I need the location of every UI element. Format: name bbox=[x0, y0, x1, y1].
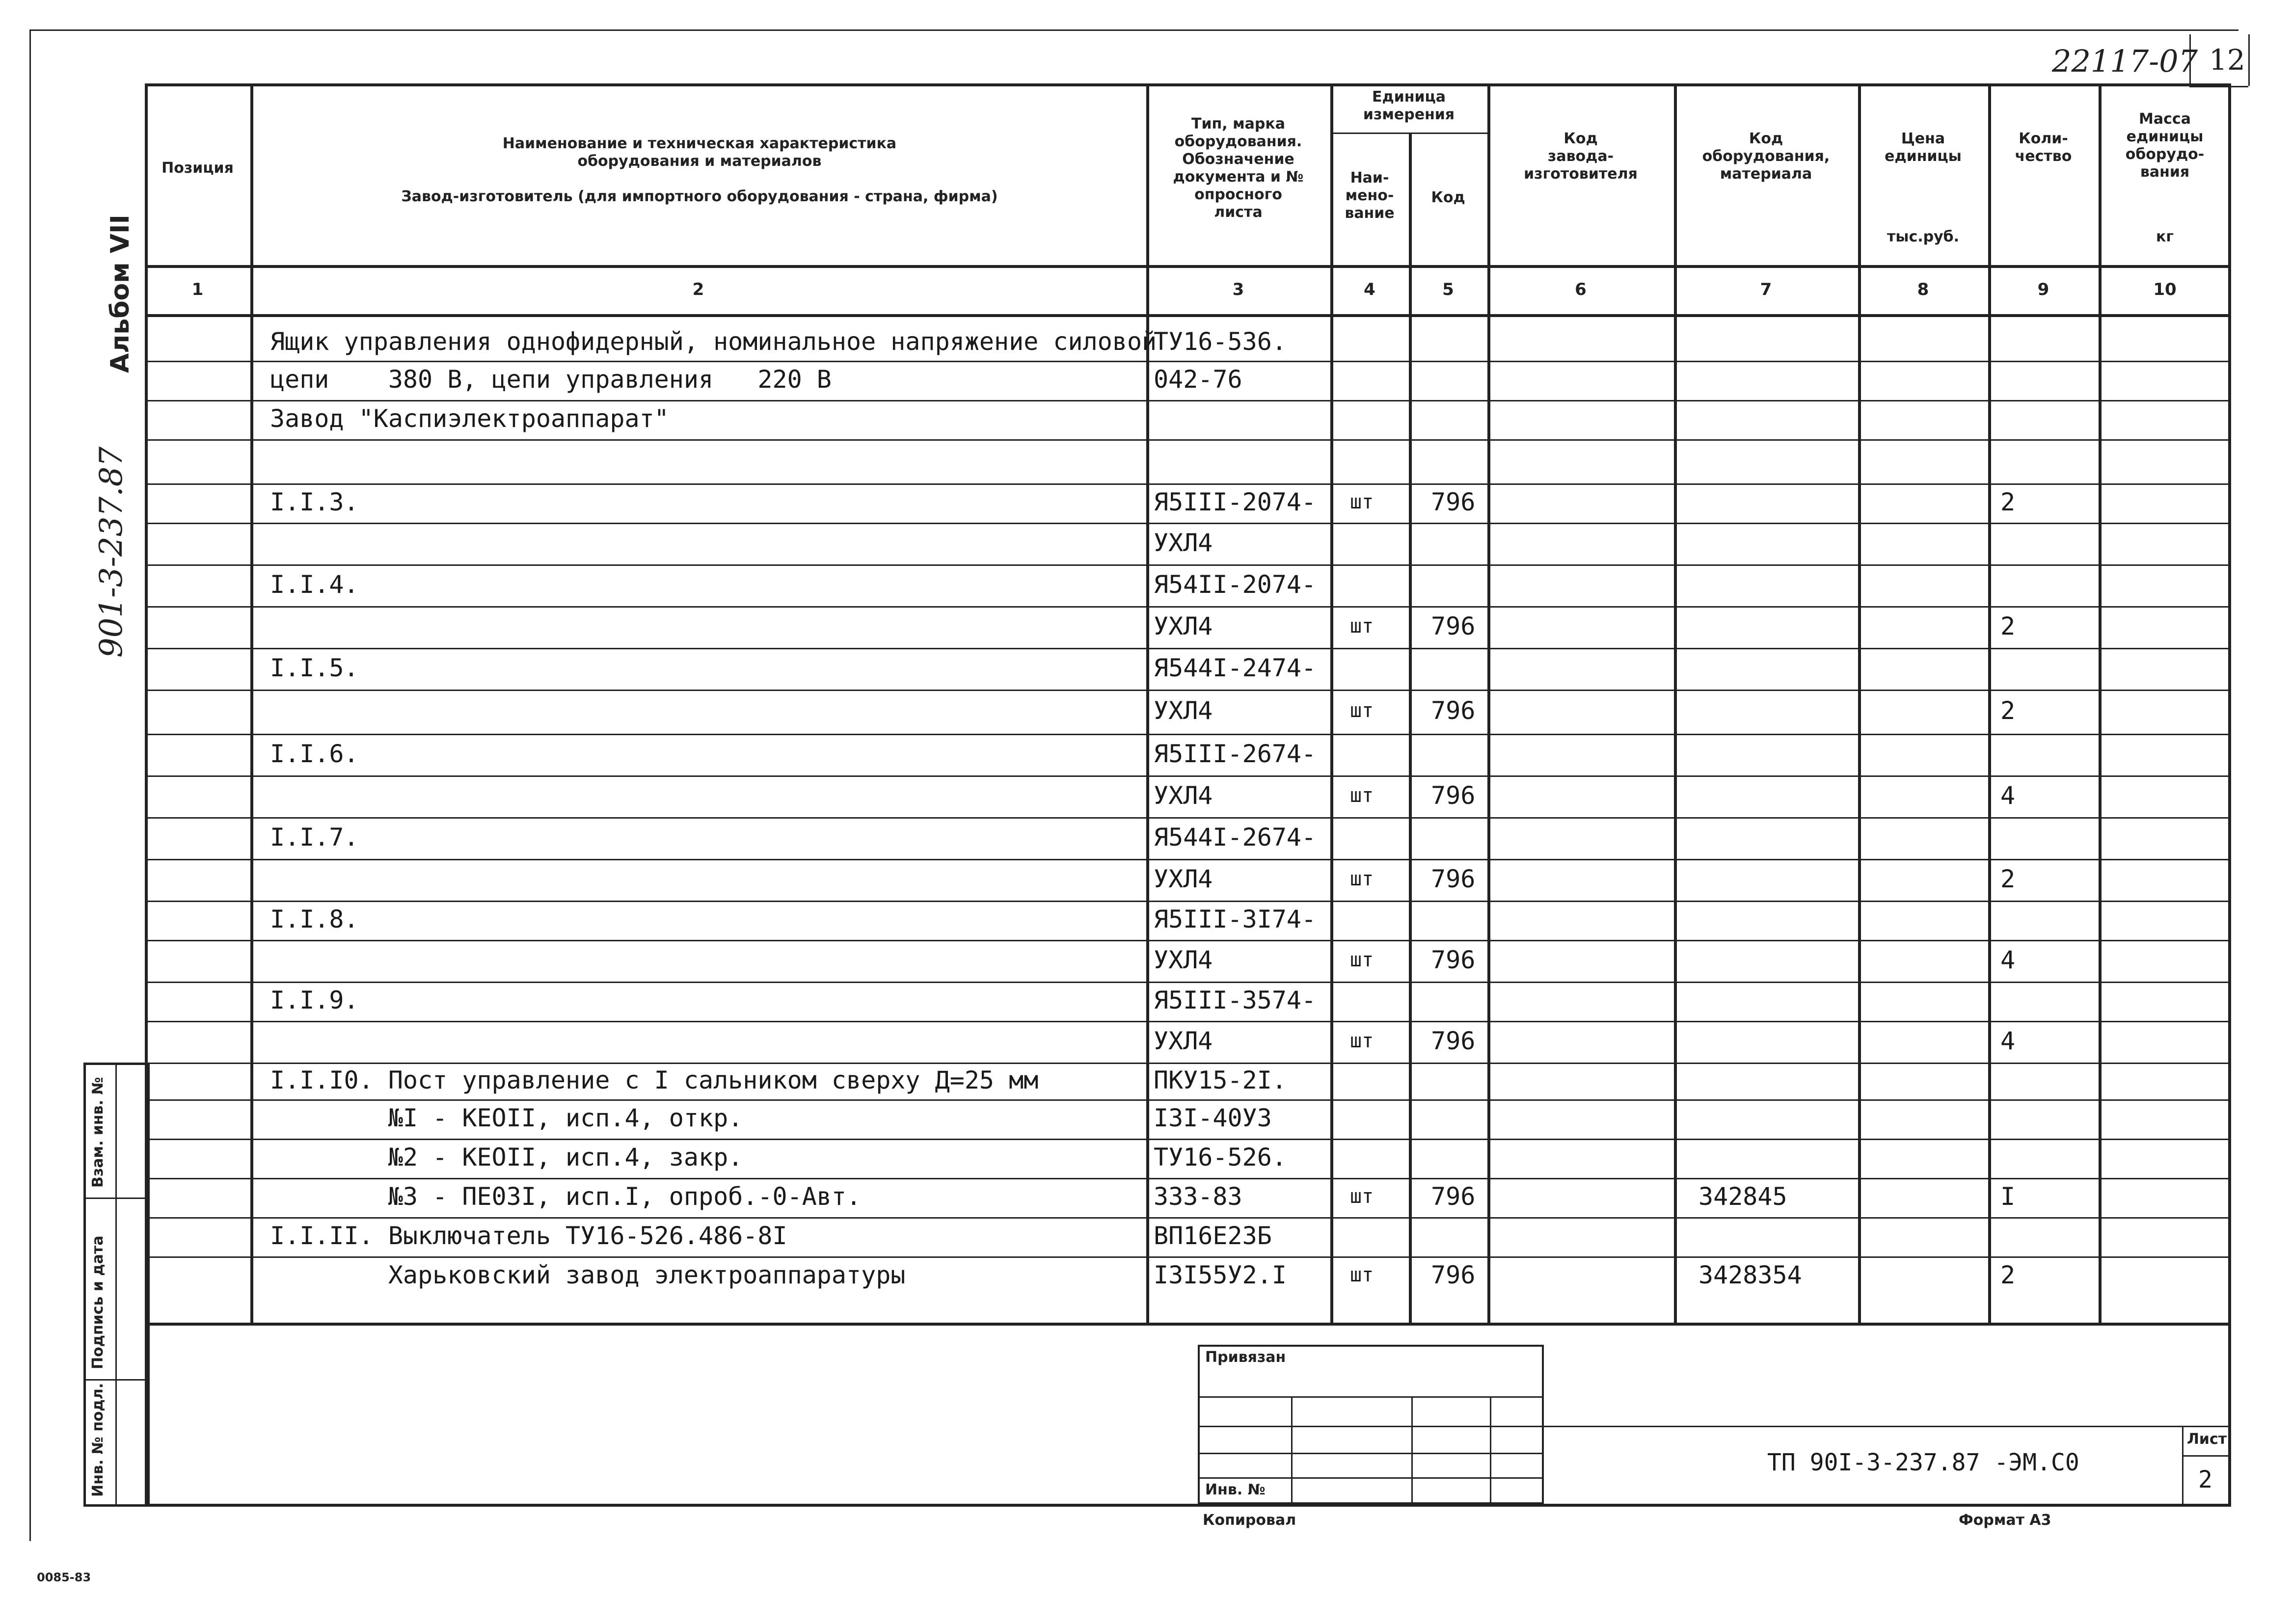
table-cell-c5: 796 bbox=[1431, 1026, 1476, 1055]
table-cell-c3: Я544I-2474- bbox=[1154, 653, 1317, 682]
unit-group-line bbox=[1330, 133, 1487, 134]
privyazan-v3 bbox=[1490, 1396, 1491, 1504]
table-cell-c2: №3 - ПЕ03I, исп.I, опроб.-0-Авт. bbox=[270, 1182, 862, 1211]
table-bottom-line bbox=[145, 1323, 2231, 1326]
table-cell-c3: Я5III-2674- bbox=[1154, 739, 1317, 768]
col-line-1 bbox=[250, 83, 253, 1323]
table-cell-c9: 2 bbox=[2000, 612, 2016, 640]
label-privyazan: Привязан bbox=[1205, 1349, 1286, 1366]
sheet-top-border bbox=[29, 29, 2238, 31]
sheet-corner-number: 12 bbox=[2209, 43, 2245, 77]
row-separator bbox=[145, 775, 2231, 777]
table-cell-c3: УХЛ4 bbox=[1154, 781, 1213, 810]
table-cell-c2: I.I.5. bbox=[270, 653, 359, 682]
table-cell-c9: 2 bbox=[2000, 864, 2016, 893]
header-unit-group: Единица измерения bbox=[1363, 88, 1455, 123]
table-cell-c2: Ящик управления однофидерный, номинальное напряжение силовой bbox=[270, 327, 1157, 356]
table-cell-c3: 042-76 bbox=[1154, 365, 1242, 394]
table-cell-c4: шт bbox=[1350, 491, 1374, 513]
table-cell-c2: I.I.6. bbox=[270, 739, 359, 768]
table-cell-c5: 796 bbox=[1431, 945, 1476, 974]
header-bottom-line bbox=[145, 265, 2231, 268]
col-line-7 bbox=[1858, 83, 1861, 1323]
header-name: Наименование и техническая характеристика оборудования и материалов Завод-изготовитель (для импортного оборудования - страна, фирма) bbox=[401, 135, 998, 205]
header-price: Цена единицы bbox=[1885, 130, 1962, 165]
privyazan-line4 bbox=[1198, 1477, 1544, 1479]
table-cell-c2: I.I.8. bbox=[270, 905, 359, 933]
col-line-4 bbox=[1409, 133, 1412, 1323]
header-price-unit: тыс.руб. bbox=[1887, 228, 1960, 245]
row-separator bbox=[145, 817, 2231, 819]
left-stamp-sep2 bbox=[83, 1379, 150, 1381]
table-cell-c3: ВП16Е23Б bbox=[1154, 1222, 1272, 1250]
list-number: 2 bbox=[2198, 1466, 2212, 1493]
side-album: Альбом VII bbox=[106, 214, 135, 373]
table-cell-c2: №2 - КЕОII, исп.4, закр. bbox=[270, 1143, 743, 1171]
label-kopiroval: Копировал bbox=[1203, 1512, 1296, 1529]
row-separator bbox=[145, 400, 2231, 401]
row-separator bbox=[145, 1217, 2231, 1219]
col-line-6 bbox=[1674, 83, 1677, 1323]
table-cell-c5: 796 bbox=[1431, 781, 1476, 810]
privyazan-line3 bbox=[1198, 1453, 1544, 1454]
table-cell-c5: 796 bbox=[1431, 1182, 1476, 1211]
table-cell-c9: 4 bbox=[2000, 1026, 2016, 1055]
row-separator bbox=[145, 483, 2231, 485]
colnum-4: 4 bbox=[1364, 280, 1375, 299]
table-cell-c5: 796 bbox=[1431, 696, 1476, 725]
row-separator bbox=[145, 564, 2231, 566]
table-cell-c7: 3428354 bbox=[1698, 1261, 1802, 1289]
table-cell-c4: шт bbox=[1350, 1264, 1374, 1286]
table-cell-c3: УХЛ4 bbox=[1154, 528, 1213, 557]
table-cell-c3: ПКУ15-2I. bbox=[1154, 1065, 1287, 1094]
label-podpis: Подпись и дата bbox=[89, 1235, 107, 1369]
colnum-bottom-line bbox=[145, 314, 2231, 317]
colnum-5: 5 bbox=[1442, 280, 1454, 299]
label-vzam-inv: Взам. инв. № bbox=[89, 1077, 107, 1188]
table-cell-c5: 796 bbox=[1431, 488, 1476, 516]
table-cell-c3: Я54II-2074- bbox=[1154, 570, 1317, 599]
table-cell-c2: №I - КЕОII, исп.4, откр. bbox=[270, 1104, 743, 1132]
row-separator bbox=[145, 982, 2231, 983]
list-box-left bbox=[2182, 1426, 2183, 1507]
sheet-left-border bbox=[29, 29, 31, 1541]
table-cell-c2: Завод "Каспиэлектроаппарат" bbox=[270, 404, 669, 433]
row-separator bbox=[145, 1178, 2231, 1179]
col-line-8 bbox=[1988, 83, 1991, 1323]
label-list: Лист bbox=[2187, 1431, 2227, 1448]
row-separator bbox=[145, 1256, 2231, 1258]
colnum-7: 7 bbox=[1760, 280, 1772, 299]
table-cell-c3: ТУ16-526. bbox=[1154, 1143, 1287, 1171]
row-separator bbox=[145, 606, 2231, 608]
colnum-3: 3 bbox=[1232, 280, 1244, 299]
header-unit-name: Наи- мено- вание bbox=[1345, 169, 1395, 222]
table-cell-c3: УХЛ4 bbox=[1154, 945, 1213, 974]
table-cell-c3: I3I55У2.I bbox=[1154, 1261, 1287, 1289]
row-separator bbox=[145, 648, 2231, 649]
col-line-3 bbox=[1330, 83, 1333, 1323]
row-separator bbox=[145, 940, 2231, 941]
privyazan-line1 bbox=[1198, 1396, 1544, 1398]
corner-right bbox=[2248, 34, 2250, 86]
table-cell-c9: 2 bbox=[2000, 488, 2016, 516]
header-type: Тип, марка оборудования. Обозначение документа и № опросного листа bbox=[1173, 115, 1304, 221]
header-quantity: Коли- чество bbox=[2015, 130, 2072, 165]
table-cell-c3: УХЛ4 bbox=[1154, 864, 1213, 893]
header-mass: Масса единицы оборудо- вания bbox=[2125, 110, 2205, 181]
table-cell-c5: 796 bbox=[1431, 864, 1476, 893]
list-box-mid bbox=[2182, 1455, 2231, 1457]
colnum-6: 6 bbox=[1575, 280, 1587, 299]
table-cell-c2: I.I.3. bbox=[270, 488, 359, 516]
table-cell-c2: цепи 380 В, цепи управления 220 В bbox=[270, 365, 832, 394]
doc-code: ТП 90I-3-237.87 -ЭМ.С0 bbox=[1767, 1449, 2079, 1476]
form-code: 0085-83 bbox=[37, 1571, 91, 1584]
row-separator bbox=[145, 523, 2231, 524]
col-line-2 bbox=[1146, 83, 1149, 1323]
privyazan-v2 bbox=[1411, 1396, 1413, 1504]
table-cell-c3: Я5III-3574- bbox=[1154, 986, 1317, 1014]
table-cell-c2: I.I.I0. Пост управление с I сальником сверху Д=25 мм bbox=[270, 1065, 1039, 1094]
table-cell-c4: шт bbox=[1350, 948, 1374, 971]
row-separator bbox=[145, 901, 2231, 902]
colnum-8: 8 bbox=[1917, 280, 1929, 299]
table-cell-c9: 4 bbox=[2000, 781, 2016, 810]
table-cell-c3: Я5III-3I74- bbox=[1154, 905, 1317, 933]
table-cell-c5: 796 bbox=[1431, 1261, 1476, 1289]
label-inv-podl: Инв. № подл. bbox=[89, 1383, 107, 1497]
doc-code-topline bbox=[1544, 1426, 2231, 1427]
row-separator bbox=[145, 1099, 2231, 1101]
table-cell-c2: I.I.7. bbox=[270, 823, 359, 852]
row-separator bbox=[145, 439, 2231, 441]
table-cell-c3: УХЛ4 bbox=[1154, 1026, 1213, 1055]
table-cell-c3: I3I-40У3 bbox=[1154, 1104, 1272, 1132]
table-cell-c4: шт bbox=[1350, 614, 1374, 638]
col-line-5 bbox=[1487, 83, 1490, 1323]
table-cell-c4: шт bbox=[1350, 699, 1374, 722]
header-maker-code: Код завода- изготовителя bbox=[1524, 130, 1638, 183]
header-unit-code: Код bbox=[1431, 189, 1465, 206]
table-cell-c3: УХЛ4 bbox=[1154, 696, 1213, 725]
table-cell-c2: I.I.4. bbox=[270, 570, 359, 599]
header-position: Позиция bbox=[162, 160, 234, 177]
colnum-1: 1 bbox=[191, 280, 204, 299]
table-cell-c9: 2 bbox=[2000, 696, 2016, 725]
privyazan-box bbox=[1198, 1345, 1544, 1504]
table-cell-c7: 342845 bbox=[1698, 1182, 1787, 1211]
table-cell-c9: 2 bbox=[2000, 1261, 2016, 1289]
row-separator bbox=[145, 734, 2231, 735]
table-cell-c2: I.I.II. Выключатель ТУ16-526.486-8I bbox=[270, 1222, 787, 1250]
colnum-10: 10 bbox=[2153, 280, 2177, 299]
col-line-9 bbox=[2099, 83, 2102, 1323]
row-separator bbox=[145, 1139, 2231, 1140]
table-cell-c3: Я544I-2674- bbox=[1154, 823, 1317, 852]
table-cell-c3: ТУ16-536. bbox=[1154, 327, 1287, 356]
colnum-2: 2 bbox=[692, 280, 704, 299]
stamp-top-number: 22117-07 bbox=[2052, 43, 2198, 79]
privyazan-line2 bbox=[1198, 1426, 1544, 1427]
header-equip-code: Код оборудования, материала bbox=[1702, 130, 1830, 183]
header-mass-unit: кг bbox=[2156, 228, 2174, 245]
side-project: 901-3-237.87 bbox=[93, 446, 130, 658]
left-stamp-divider bbox=[115, 1063, 117, 1507]
table-cell-c5: 796 bbox=[1431, 612, 1476, 640]
table-cell-c4: шт bbox=[1350, 867, 1374, 890]
left-stamp-sep1 bbox=[83, 1198, 150, 1199]
label-inv-no: Инв. № bbox=[1205, 1481, 1266, 1498]
row-separator bbox=[145, 690, 2231, 691]
row-separator bbox=[145, 1021, 2231, 1022]
row-separator bbox=[145, 1063, 2231, 1064]
table-cell-c3: УХЛ4 bbox=[1154, 612, 1213, 640]
row-separator bbox=[145, 859, 2231, 860]
table-cell-c9: I bbox=[2000, 1182, 2016, 1211]
privyazan-v1 bbox=[1291, 1396, 1293, 1504]
table-cell-c4: шт bbox=[1350, 784, 1374, 807]
table-cell-c9: 4 bbox=[2000, 945, 2016, 974]
table-cell-c3: 333-83 bbox=[1154, 1182, 1242, 1211]
table-cell-c2: Харьковский завод электроаппаратуры bbox=[270, 1261, 906, 1289]
colnum-9: 9 bbox=[2037, 280, 2049, 299]
table-cell-c4: шт bbox=[1350, 1185, 1374, 1208]
table-cell-c2: I.I.9. bbox=[270, 986, 359, 1014]
row-separator bbox=[145, 361, 2231, 362]
label-format: Формат А3 bbox=[1959, 1512, 2051, 1529]
table-cell-c4: шт bbox=[1350, 1029, 1374, 1052]
table-cell-c3: Я5III-2074- bbox=[1154, 488, 1317, 516]
